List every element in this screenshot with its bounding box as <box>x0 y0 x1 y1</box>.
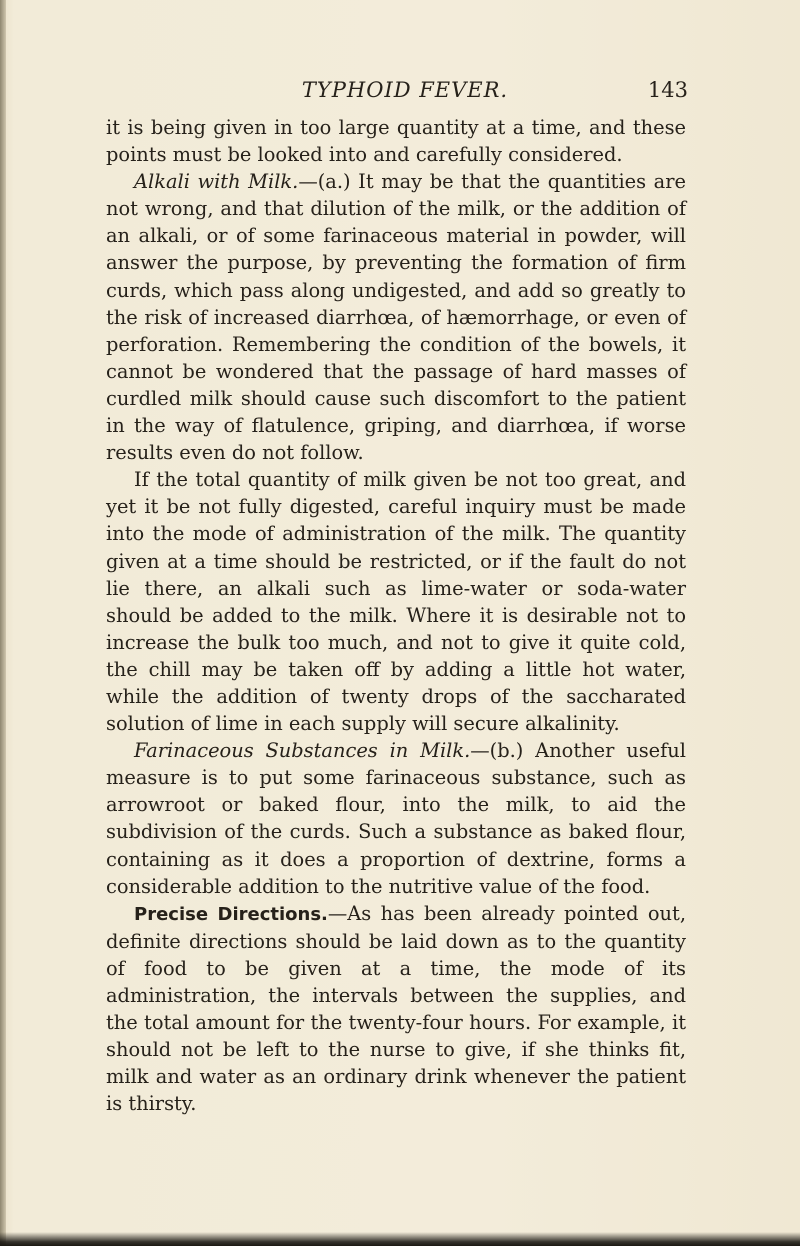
paragraph-text: —As has been already pointed out, definite directions should be laid down as to the quantity of food to be given at a time, the mode of its administration, the intervals between the supplies, and the total amount for the twenty-four hours. For example, it should not be left to the nurse to give, if she thinks fit, milk and water as an ordinary drink whenever the patient is thirsty. <box>106 901 686 1116</box>
page-number: 143 <box>647 78 688 102</box>
paragraph <box>106 114 686 168</box>
running-title: TYPHOID FEVER. <box>301 78 509 102</box>
paragraph <box>106 466 686 737</box>
paragraph-text: it is being given in too large quantity at a time, and these points must be looked into and carefully considered. <box>106 116 686 167</box>
section-heading: Alkali with Milk. <box>134 170 299 194</box>
paragraph <box>106 737 686 900</box>
paragraph-text: —(a.) It may be that the quantities are not wrong, and that dilution of the milk, or the addition of an alkali, or of some farinaceous material in powder, will answer the purpose, by preventing the formation of firm curds, which pass along undigested, and add so greatly to the risk of increased diarrhœa, of hæmorrhage, or even of perforation. Remembering the condition of the bowels, it cannot be wondered that the passage of hard masses of curdled milk should cause such discomfort to the patient in the way of flatulence, griping, and diarrhœa, if worse results even do not follow. <box>106 170 686 465</box>
page-header <box>104 74 688 108</box>
section-heading: Farinaceous Substances in Milk. <box>134 739 471 763</box>
paragraph <box>106 168 686 466</box>
paragraph-text: If the total quantity of milk given be not too great, and yet it be not fully digested, careful inquiry must be made into the mode of administration of the milk. The quantity given at a time should be restricted, or if the fault do not lie there, an alkali such as lime-water or soda-water should be added to the milk. Where it is desirable not to increase the bulk too much, and not to give it quite cold, the chill may be taken off by adding a little hot water, while the addition of twenty drops of the saccharated solution of lime in each supply will secure alkalinity. <box>106 468 686 736</box>
page-spine-edge <box>0 0 6 1246</box>
paragraph-text: —(b.) Another useful measure is to put some farinaceous substance, such as arrowroot or baked flour, into the milk, to aid the subdivision of the curds. Such a substance as baked flour, containing as it does a proportion of dextrine, forms a considerable addition to the nutritive value of the food. <box>106 739 686 898</box>
page-bottom-edge <box>0 1232 800 1246</box>
paragraph <box>106 900 686 1118</box>
section-heading: Precise Directions. <box>134 903 328 925</box>
body-text <box>106 114 686 1117</box>
